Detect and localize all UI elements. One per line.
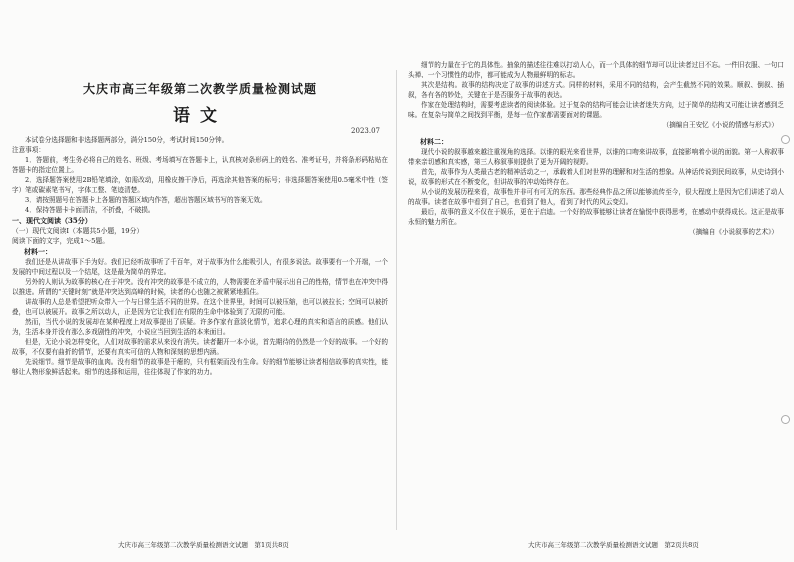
body-paragraph: 另外的人则认为故事的核心在于冲突。没有冲突的故事是不成立的，人物需要在矛盾中展示出自己的性格，情节也在冲突中得以推进。所谓的“关键时刻”就是冲突达到高峰的时候，读者的心也随之被紧紧地抓住。 <box>12 278 388 296</box>
material-two-label: 材料二： <box>420 137 448 146</box>
body-paragraph: 细节的力量在于它的具体性。抽象的描述往往难以打动人心，而一个具体的细节却可以让读者过目不忘。一件旧衣服、一句口头禅、一个习惯性的动作，都可能成为人物最鲜明的标志。 <box>408 61 784 79</box>
page-two <box>408 60 784 538</box>
page-footer: 大庆市高三年级第二次教学质量检测语文试题 第1页共8页 <box>118 541 289 549</box>
page-footer: 大庆市高三年级第二次教学质量检测语文试题 第2页共8页 <box>528 541 699 549</box>
material-one-label: 材料一： <box>24 247 52 256</box>
citation: （摘编自王安忆《小说的情感与形式》） <box>662 121 778 129</box>
binding-hole <box>781 415 790 424</box>
binding-hole <box>781 135 790 144</box>
body-paragraph: 首先，故事作为人类最古老的精神活动之一，承载着人们对世界的理解和对生活的想象。从神话传说到民间故事，从史诗到小说，故事的形式在不断变化，但讲故事的冲动始终存在。 <box>408 168 784 186</box>
citation: （摘编自《小说叙事的艺术》） <box>688 228 778 236</box>
subsection-heading: （一）现代文阅读Ⅰ（本题共5小题，19分） <box>12 227 144 235</box>
page-divider <box>396 70 397 530</box>
body-paragraph: 从小说的发展历程来看，故事性并非可有可无的东西。那些经典作品之所以能够流传至今，很大程度上是因为它们讲述了动人的故事。读者在故事中看到了自己，也看到了他人，看到了时代的风云变幻。 <box>408 188 784 206</box>
body-paragraph: 先说细节。细节是故事的血肉。没有细节的故事是干瘪的，只有框架而没有生命。好的细节能够让读者相信故事的真实性，能够让人物形象鲜活起来。细节的选择和运用，往往体现了作家的功力。 <box>12 358 388 376</box>
body-paragraph: 讲故事的人总是希望把听众带入一个与日常生活不同的世界。在这个世界里，时间可以被压缩，也可以被拉长；空间可以被折叠，也可以被展开。故事之所以动人，正是因为它让我们在有限的生命中体验到了无限的可能。 <box>12 298 388 316</box>
reading-instruction: 阅读下面的文字，完成1～5题。 <box>12 237 110 245</box>
notice-item: 1．答题前，考生务必将自己的姓名、班级、考场填写在答题卡上，认真核对条形码上的姓名、准考证号，并将条形码粘贴在答题卡的指定位置上。 <box>12 156 388 174</box>
section-heading: 一、现代文阅读（35分） <box>12 216 92 225</box>
subject-title: 语文 <box>173 106 227 126</box>
body-paragraph: 作家在处理结构时，需要考虑读者的阅读体验。过于复杂的结构可能会让读者迷失方向，过于简单的结构又可能让读者感到乏味。在复杂与简单之间找到平衡，是每一位作家都需要面对的课题。 <box>408 101 784 119</box>
notice-heading: 注意事项： <box>12 146 45 154</box>
body-paragraph: 现代小说的叙事越来越注重视角的选择。以谁的眼光来看世界，以谁的口吻来讲故事，直接影响着小说的面貌。第一人称叙事带来亲切感和真实感，第三人称叙事则提供了更为开阔的视野。 <box>408 148 784 166</box>
body-paragraph: 我们还是从讲故事下手为好。我们已经听故事听了千百年，对于故事为什么能吸引人，有很多说法。故事要有一个开端，一个发展的中间过程以及一个结尾，这是最为简单的界定。 <box>12 258 388 276</box>
exam-title: 大庆市高三年级第二次教学质量检测试题 <box>82 82 317 96</box>
body-paragraph: 其次是结构。故事的结构决定了故事的讲述方式。同样的材料，采用不同的结构，会产生截然不同的效果。顺叙、倒叙、插叙，各有各的妙处，关键在于是否服务于故事的表达。 <box>408 81 784 99</box>
notice-item: 4．保持答题卡卡面清洁，不折叠，不破损。 <box>25 206 155 214</box>
body-paragraph: 但是，无论小说怎样变化，人们对故事的需求从来没有消失。读者翻开一本小说，首先期待的仍然是一个好的故事。一个好的故事，不仅要有曲折的情节，还要有真实可信的人物和深刻的思想内涵。 <box>12 338 388 356</box>
exam-date: 2023.07 <box>351 127 380 135</box>
notice-item: 3．请按照题号在答题卡上各题的答题区域内作答，超出答题区域书写的答案无效。 <box>25 196 267 204</box>
body-paragraph: 然而，当代小说的发展却在某种程度上对故事提出了质疑。许多作家有意淡化情节，追求心理的真实和语言的质感。他们认为，生活本身并没有那么多戏剧性的冲突，小说应当回到生活的本来面目。 <box>12 318 388 336</box>
notice-intro: 本试卷分选择题和非选择题两部分，满分150分，考试时间150分钟。 <box>25 136 229 144</box>
notice-item: 2．选择题答案使用2B铅笔填涂，如需改动，用橡皮擦干净后，再选涂其他答案的标号；非选择题答案使用0.5毫米中性（签字）笔或碳素笔书写，字体工整、笔迹清楚。 <box>12 176 388 194</box>
page-one <box>12 60 388 538</box>
body-paragraph: 最后，故事的意义不仅在于娱乐，更在于启迪。一个好的故事能够让读者在愉悦中获得思考，在感动中获得成长。这正是故事永恒的魅力所在。 <box>408 208 784 226</box>
